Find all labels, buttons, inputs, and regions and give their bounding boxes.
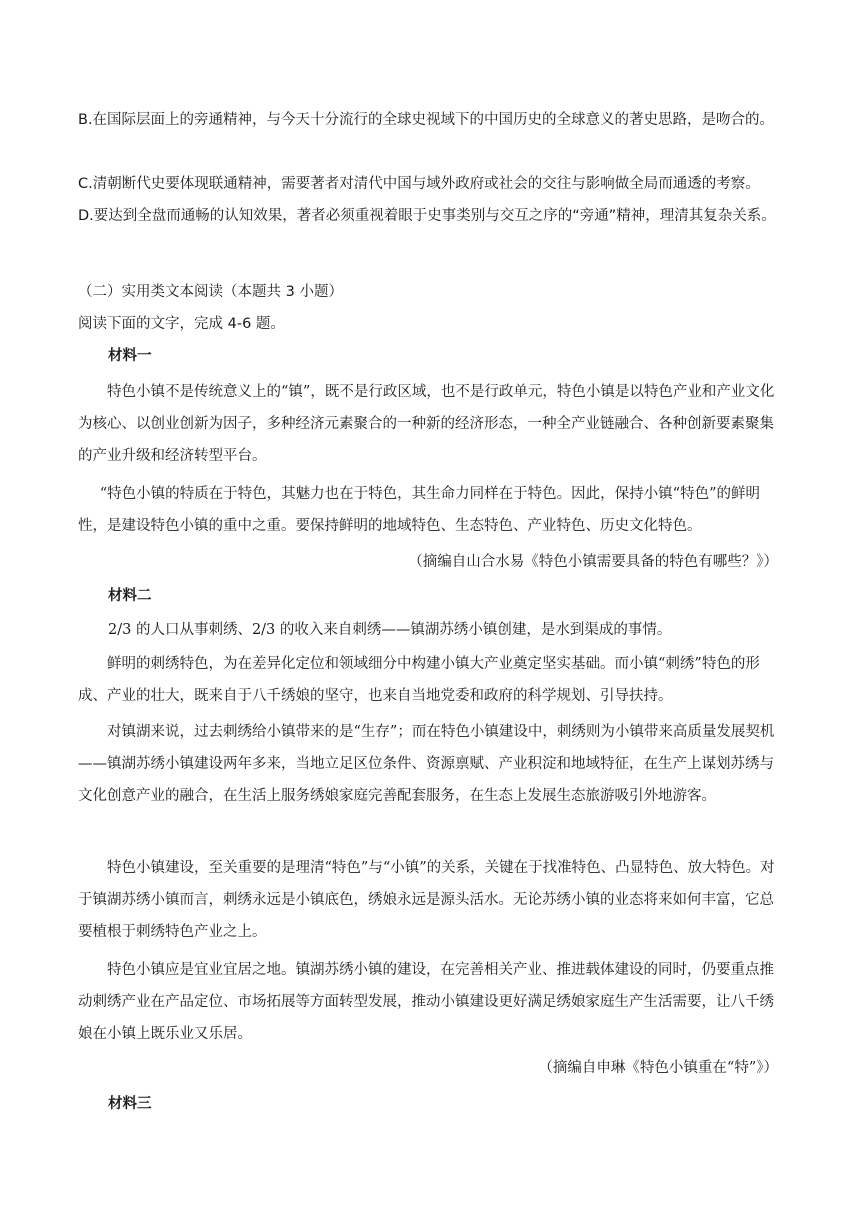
- section-instruction: 阅读下面的文字，完成 4-6 题。: [78, 316, 285, 332]
- section-heading: （二）实用类文本阅读（本题共 3 小题）: [78, 284, 343, 300]
- material-one-paragraph: “特色小镇的特质在于特色，其魅力也在于特色，其生命力同样在于特色。因此，保持小镇“特色”的鲜明性，是建设特色小镇的重中之重。要保持鲜明的地域特色、生态特色、产业特色、历史文化特色。: [78, 486, 760, 534]
- material-two-paragraph: 鲜明的刺绣特色，为在差异化定位和领域细分中构建小镇大产业奠定坚实基础。而小镇“刺绣”特色的形成、产业的壮大，既来自于八千绣娘的坚守，也来自当地党委和政府的科学规划、引导扶持。: [78, 656, 760, 704]
- material-one-title: 材料一: [108, 347, 152, 364]
- material-two-paragraph: 对镇湖来说，过去刺绣给小镇带来的是“生存”；而在特色小镇建设中，刺绣则为小镇带来高质量发展契机——镇湖苏绣小镇建设两年多来，当地立足区位条件、资源禀赋、产业积淀和地域特征，在生产上谋划苏绣与文化创意产业的融合，在生活上服务绣娘家庭完善配套服务，在生态上发展生态旅游吸引外地游客。: [78, 724, 775, 804]
- option-d: D.要达到全盘而通畅的认知效果，著者必须重视着眼于史事类别与交互之序的“旁通”精神，理清其复杂关系。: [78, 208, 776, 224]
- material-two-paragraph: 特色小镇建设，至关重要的是理清“特色”与“小镇”的关系，关键在于找准特色、凸显特色、放大特色。对于镇湖苏绣小镇而言，刺绣永远是小镇底色，绣娘永远是源头活水。无论苏绣小镇的业态将来如何丰富，它总要植根于刺绣特色产业之上。: [78, 860, 775, 940]
- material-two-paragraph: 特色小镇应是宜业宜居之地。镇湖苏绣小镇的建设，在完善相关产业、推进载体建设的同时，仍要重点推动刺绣产业在产品定位、市场拓展等方面转型发展，推动小镇建设更好满足绣娘家庭生产生活需要，让八千绣娘在小镇上既乐业又乐居。: [78, 962, 774, 1042]
- option-c: C.清朝断代史要体现联通精神，需要著者对清代中国与域外政府或社会的交往与影响做全局而通透的考察。: [78, 176, 760, 192]
- material-two-paragraph: 2/3 的人口从事刺绣、2/3 的收入来自刺绣——镇湖苏绣小镇创建，是水到渠成的事情。: [108, 622, 672, 638]
- material-two-title: 材料二: [108, 587, 152, 604]
- material-three-title: 材料三: [108, 1095, 152, 1112]
- option-b: B.在国际层面上的旁通精神，与今天十分流行的全球史视域下的中国历史的全球意义的著史思路，是吻合的。: [78, 112, 775, 128]
- material-one-source: （摘编自山合水易《特色小镇需要具备的特色有哪些？》）: [408, 554, 778, 570]
- material-one-paragraph: 特色小镇不是传统意义上的“镇”，既不是行政区域，也不是行政单元，特色小镇是以特色产业和产业文化为核心、以创业创新为因子，多种经济元素聚合的一种新的经济形态，一种全产业链融合、各种创新要素聚集的产业升级和经济转型平台。: [78, 384, 775, 464]
- material-two-source: （摘编自申琳《特色小镇重在“特”》）: [538, 1060, 778, 1076]
